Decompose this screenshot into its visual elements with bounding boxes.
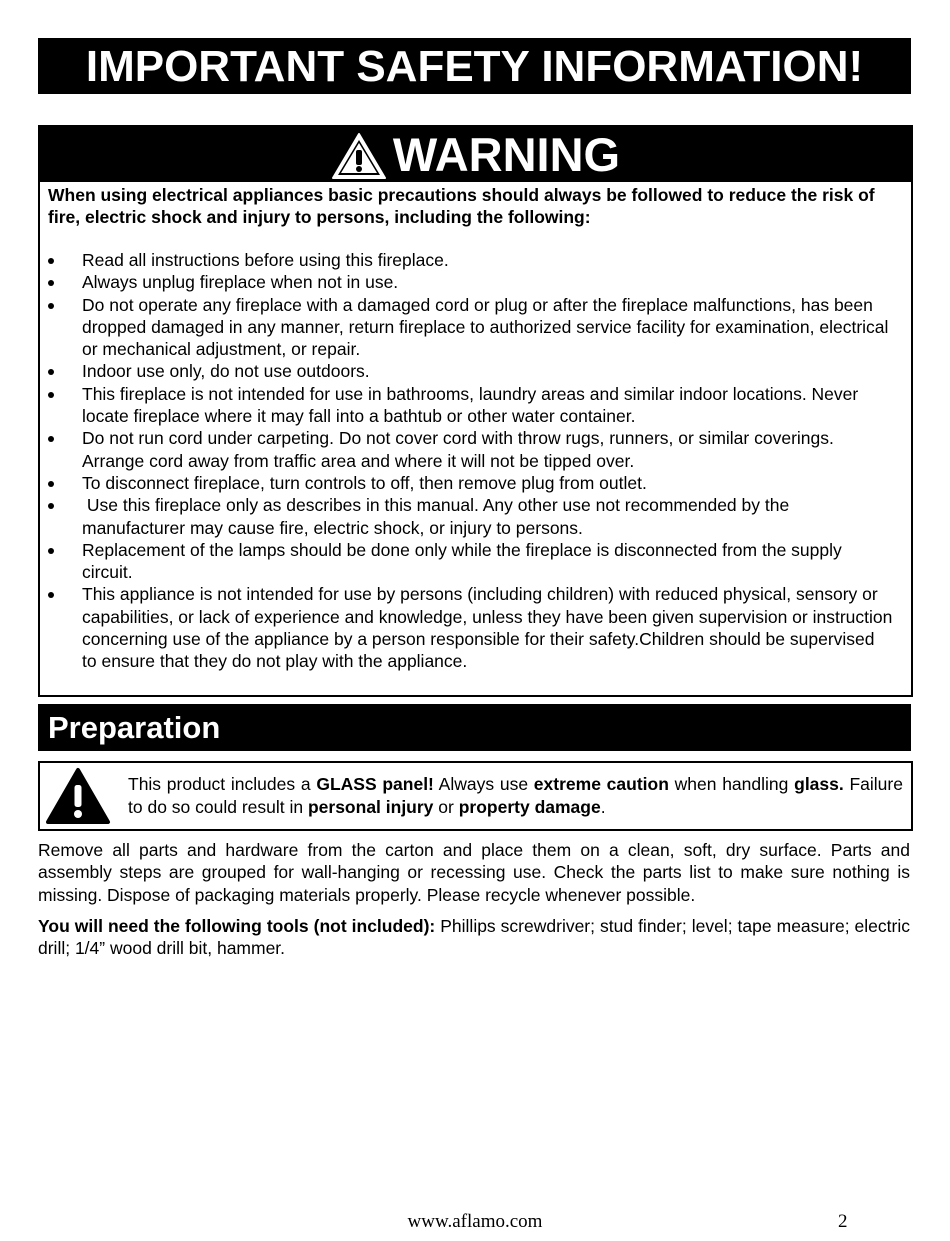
glass-caution-text — [128, 773, 908, 818]
list-item — [40, 294, 911, 361]
glass-bold-4: personal injury — [307, 796, 434, 817]
glass-text-5: or — [433, 796, 459, 817]
glass-bold-3: glass. — [794, 774, 844, 794]
glass-bold-2: extreme caution — [533, 774, 669, 794]
list-item-text: This appliance is not intended for use by persons (including children) with reduced physical, sensory or capabilities, or lack of experience and knowledge, unless they have been given supervision or instruction concerning use of the appliance by a person responsible for their safety.Children should be supervised to ensure that they do not play with the appliance. — [82, 584, 893, 672]
list-item — [40, 271, 911, 293]
glass-text-3: when handling — [668, 774, 795, 794]
glass-text-2: Always use — [433, 774, 534, 794]
list-item-text: To disconnect fireplace, turn controls to off, then remove plug from outlet. — [82, 472, 647, 493]
list-item-text: Read all instructions before using this fireplace. — [82, 250, 449, 270]
glass-text-4: Failure to do so could result in — [128, 774, 908, 817]
list-item-text: Do not run cord under carpeting. Do not cover cord with throw rugs, runners, or similar coverings. Arrange cord away from traffic area and where it will not be tipped over. — [82, 428, 834, 471]
list-item-text: Always unplug fireplace when not in use. — [82, 272, 399, 293]
list-item-text: This fireplace is not intended for use in bathrooms, laundry areas and similar indoor locations. Never locate fireplace where it may fall into a bathtub or other water container. — [82, 383, 859, 427]
footer-url: www.aflamo.com — [407, 1211, 543, 1232]
list-item — [40, 494, 911, 539]
list-item — [40, 383, 911, 428]
list-item — [40, 472, 911, 494]
caution-triangle-icon — [45, 767, 111, 825]
glass-text-1: This product includes a — [128, 774, 317, 794]
list-item — [40, 539, 911, 584]
page-number: 2 — [838, 1211, 848, 1232]
tools-label: You will need the following tools (not included): — [38, 916, 436, 936]
bullet-icon — [48, 503, 54, 509]
list-item-text: Do not operate any fireplace with a damaged cord or plug or after the fireplace malfunctions, has been dropped damaged in any manner, return fireplace to authorized service facility for examination, electrical or mechanical adjustment, or repair. — [82, 294, 889, 360]
glass-bold-5: property damage — [458, 796, 601, 817]
list-item-text: Replacement of the lamps should be done only while the fireplace is disconnected from the supply circuit. — [82, 539, 842, 583]
warning-triangle-icon — [331, 132, 387, 180]
bullet-icon — [48, 592, 54, 598]
page-title: IMPORTANT SAFETY INFORMATION! — [38, 38, 911, 94]
glass-caution-box — [38, 761, 913, 831]
preparation-paragraph: Remove all parts and hardware from the carton and place them on a clean, soft, dry surface. Parts and assembly steps are grouped for wall-hanging or recessing use. Check the parts list to make sure nothing is missing. Dispose of packaging materials properly. Please recycle whenever possible. — [38, 840, 910, 905]
list-item-text: Indoor use only, do not use outdoors. — [82, 361, 370, 382]
list-item — [40, 360, 911, 382]
list-item — [40, 427, 911, 472]
bullet-icon — [48, 303, 54, 309]
warning-heading: WARNING — [392, 128, 621, 181]
bullet-icon — [48, 481, 54, 487]
bullet-icon — [48, 436, 54, 442]
section-heading-preparation: Preparation — [38, 704, 911, 751]
warning-header — [40, 127, 911, 182]
bullet-icon — [48, 280, 54, 286]
bullet-icon — [48, 548, 54, 554]
list-item — [40, 249, 911, 271]
warning-box — [38, 125, 913, 697]
warning-intro: When using electrical appliances basic precautions should always be followed to reduce the risk of fire, electric shock and injury to persons, including the following: — [48, 185, 875, 227]
bullet-icon — [48, 258, 54, 264]
bullet-icon — [48, 392, 54, 398]
tools-paragraph — [38, 915, 915, 960]
bullet-icon — [48, 369, 54, 375]
glass-text-6: . — [600, 796, 606, 817]
tools-text: Phillips screwdriver; stud finder; level; tape measure; electric drill; 1/4” wood drill bit, hammer. — [38, 916, 915, 959]
list-item-text: Use this fireplace only as describes in this manual. Any other use not recommended by the manufacturer may cause fire, electric shock, or injury to persons. — [82, 495, 795, 538]
glass-bold-1: GLASS panel! — [316, 774, 434, 794]
warning-list — [40, 249, 911, 673]
list-item — [40, 583, 911, 672]
